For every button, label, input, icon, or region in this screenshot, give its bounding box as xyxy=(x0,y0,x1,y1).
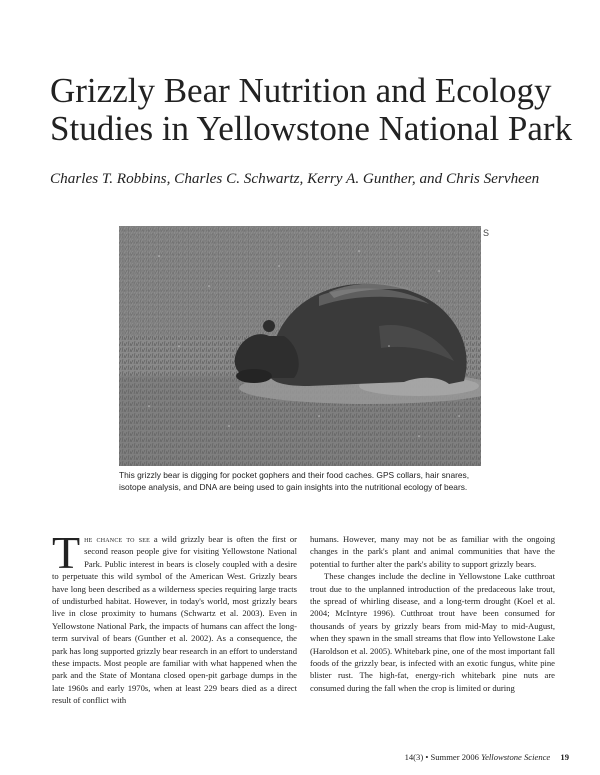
footer-page-number: 19 xyxy=(560,752,569,762)
lead-smallcaps: he chance to see xyxy=(84,534,150,544)
drop-cap: T xyxy=(52,527,81,578)
page-marker: S xyxy=(483,228,490,238)
body-column-left xyxy=(52,527,298,707)
body-paragraph xyxy=(52,527,298,707)
body-paragraph: These changes include the decline in Yellowstone Lake cutthroat trout due to the unplanned introduction of the predaceous lake trout, the spread of whirling disease, and a long-term drought (Koel et al. 2004; McIntyre 1996). Cutthroat trout have been consumed for thousands of years by grizzly bears from mid-May to mid-August, when they spawn in the small streams that flow into Yellowstone Lake (Haroldson et al. 2005). Whitebark pine, one of the most important fall foods of the grizzly bear, is infected with an exotic fungus, white pine blister rust. The high-fat, energy-rich whitebark pine nuts are consumed during the fall when the crop is limited or during xyxy=(310,571,555,693)
article-authors: Charles T. Robbins, Charles C. Schwartz, Kerry A. Gunther, and Chris Servheen xyxy=(50,170,540,187)
article-title-line-1: Grizzly Bear Nutrition and Ecology xyxy=(50,71,552,110)
page-footer xyxy=(405,752,569,762)
body-column-right xyxy=(310,533,555,694)
grizzly-bear-photo xyxy=(119,226,481,466)
body-paragraph: humans. However, many may not be as familiar with the ongoing changes in the park's plant and animal communities that have the potential to further alter the park's ability to support grizzly bears. xyxy=(310,534,555,569)
grizzly-bear-illustration xyxy=(119,226,481,466)
photo-caption: This grizzly bear is digging for pocket gophers and their food caches. GPS collars, hair snares, isotope analysis, and DNA are being used to gain insights into the nutritional ecology of bears. xyxy=(119,470,470,492)
body-paragraph-text: a wild grizzly bear is often the first or second reason people give for visiting Yellowstone National Park. Public interest in bears is closely coupled with a desire to perpetuate this wild symbol of the American West. Grizzly bears have long been described as a wilderness species requiring large tracts of undisturbed habitat. However, in today's world, most grizzly bears live in close proximity to humans (Schwartz et al. 2003). Even in Yellowstone National Park, the impacts of humans can affect the long-term survival of bears (Gunther et al. 2002). As a consequence, the park has long supported grizzly bear research in an effort to understand these impacts. Most people are familiar with what happened when the park and the State of Montana closed open-pit garbage dumps in the late 1960s and early 1970s, when at least 229 bears died as a direct result of conflict with xyxy=(52,534,298,706)
footer-issue: 14(3) • Summer 2006 xyxy=(404,752,479,762)
article-title-line-2: Studies in Yellowstone National Park xyxy=(50,109,573,148)
footer-journal: Yellowstone Science xyxy=(481,752,551,762)
article-title xyxy=(50,71,573,148)
